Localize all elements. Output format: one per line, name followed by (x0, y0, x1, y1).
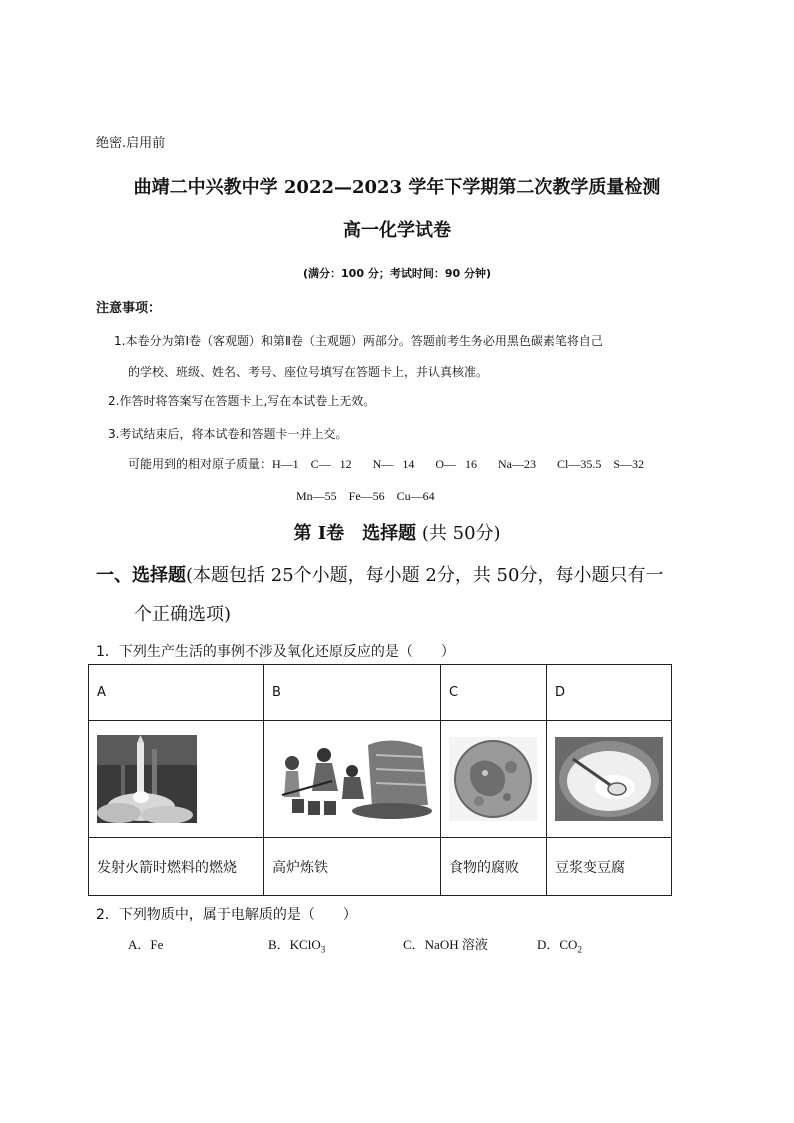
question-1-stem: 1．下列生产生活的事例不涉及氧化还原反应的是（ ） (96, 644, 455, 660)
tofu-image (555, 737, 663, 821)
ironmaking-image (272, 735, 432, 823)
option-b-subscript: 3 (320, 944, 326, 955)
notice-item-1-line-1: 1.本卷分为第Ⅰ卷（客观题）和第Ⅱ卷（主观题）两部分。答题前考生务必用黑色碳素笔将自己 (114, 334, 603, 348)
part-1-title (0, 519, 794, 545)
option-b-image-cell (264, 721, 441, 838)
question-2-option-a: A．Fe (128, 937, 164, 952)
atomic-masses-line-1: 可能用到的相对原子质量：H—1 C— 12 N— 14 O— 16 Na—23 Cl—35.5 S—32 (128, 457, 645, 471)
option-a-letter: A (89, 665, 264, 721)
question-2-stem: 2．下列物质中，属于电解质的是（ ） (96, 907, 357, 923)
option-c-letter: C (441, 665, 547, 721)
atomic-masses-line-2: Mn—55 Fe—56 Cu—64 (296, 489, 435, 503)
notice-title: 注意事项： (96, 301, 162, 316)
notice-item-1-line-2: 的学校、班级、姓名、考号、座位号填写在答题卡上，并认真核准。 (128, 365, 489, 379)
option-c-image-cell (441, 721, 547, 838)
option-d-formula: D．CO (537, 937, 578, 952)
rotten-food-image (449, 737, 537, 821)
option-d-image-cell (547, 721, 672, 838)
question-2-option-c: C．NaOH 溶液 (403, 937, 488, 952)
part-1-title-main: 第 Ⅰ卷 选择题 (293, 523, 417, 544)
exam-title: 曲靖二中兴教中学 2022—2023 学年下学期第二次教学质量检测 (133, 177, 661, 198)
option-a-image-cell (89, 721, 264, 838)
option-b-formula: B．KClO (268, 937, 321, 952)
notice-item-2: 2.作答时将答案写在答题卡上,写在本试卷上无效。 (108, 394, 376, 408)
option-c-caption: 食物的腐败 (441, 838, 547, 896)
score-info: (满分：100 分；考试时间：90 分钟) (303, 267, 491, 280)
section-1-heading (96, 561, 663, 587)
question-2-option-d (537, 934, 582, 955)
option-b-letter: B (264, 665, 441, 721)
option-d-subscript: 2 (577, 944, 582, 955)
option-d-letter: D (547, 665, 672, 721)
option-b-caption: 高炉炼铁 (264, 838, 441, 896)
exam-subtitle: 高一化学试卷 (343, 220, 451, 241)
part-1-title-points: (共 50分) (421, 523, 501, 544)
question-1-options-table (88, 664, 672, 896)
option-a-caption: 发射火箭时燃料的燃烧 (89, 838, 264, 896)
section-1-title: 一、选择题 (96, 565, 186, 586)
notice-item-3: 3.考试结束后，将本试卷和答题卡一并上交。 (108, 427, 348, 441)
section-1-instructions-line-2: 个正确选项) (134, 604, 232, 625)
rocket-launch-image (97, 735, 197, 823)
confidential-label: 绝密.启用前 (96, 136, 166, 151)
section-1-instructions: (本题包括 25个小题，每小题 2分，共 50分，每小题只有一 (186, 565, 664, 586)
option-d-caption: 豆浆变豆腐 (547, 838, 672, 896)
question-2-option-b (268, 934, 325, 955)
